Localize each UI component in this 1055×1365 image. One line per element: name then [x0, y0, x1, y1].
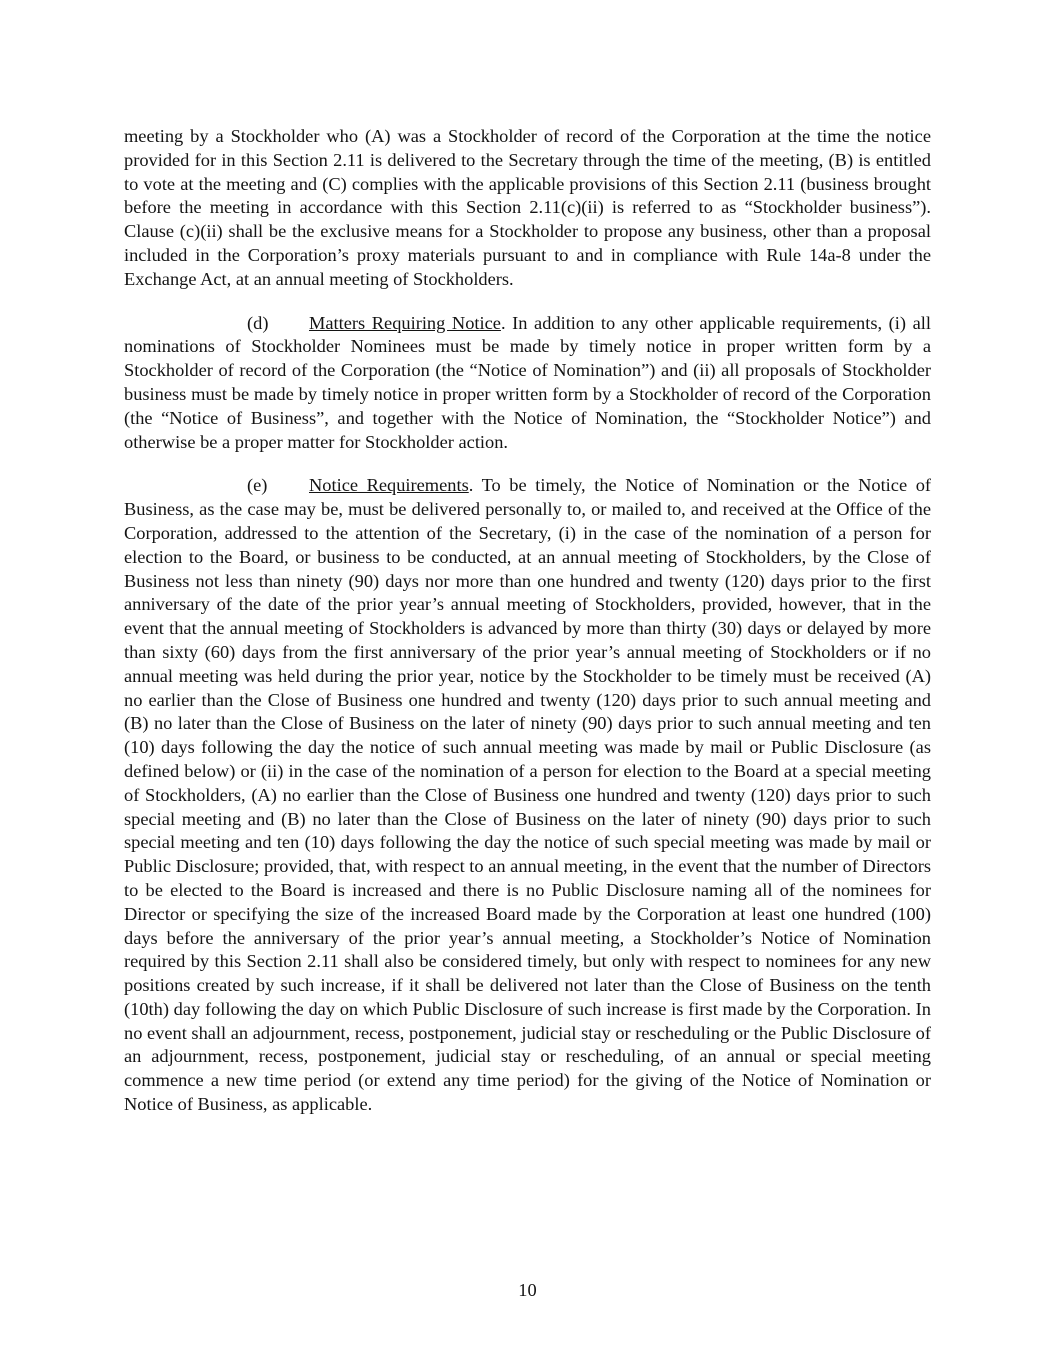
section-d-body: . In addition to any other applicable requirements, (i) all nominations of Stockholder Nominees must be made by timely notice in proper written form by a Stockholder of record of the Corporation (the “Notice of Nomination”) and (ii) all proposals of Stockholder business must be made by timely notice in proper written form by a Stockholder of record of the Corporation (the “Notice of Business”, and together with the Notice of Nomination, the “Stockholder Notice”) and otherwise be a proper matter for Stockholder action. — [124, 312, 931, 452]
section-e-heading: Notice Requirements — [309, 475, 469, 496]
section-d-label: (d) — [247, 312, 269, 333]
paragraph-section-e — [124, 474, 931, 1117]
document-page — [124, 125, 931, 1117]
section-e-label: (e) — [247, 475, 268, 496]
paragraph-section-d — [124, 312, 931, 455]
paragraph-continuation: meeting by a Stockholder who (A) was a Stockholder of record of the Corporation at the time the notice provided for in this Section 2.11 is delivered to the Secretary through the time of the meeting, (B) is entitled to vote at the meeting and (C) complies with the applicable provisions of this Section 2.11 (business brought before the meeting in accordance with this Section 2.11(c)(ii) is referred to as “Stockholder business”). Clause (c)(ii) shall be the exclusive means for a Stockholder to propose any business, other than a proposal included in the Corporation’s proxy materials pursuant to and in compliance with Rule 14a-8 under the Exchange Act, at an annual meeting of Stockholders. — [124, 126, 931, 289]
page-number: 10 — [518, 1280, 537, 1300]
section-e-body: . To be timely, the Notice of Nomination or the Notice of Business, as the case may be, must be delivered personally to, or mailed to, and received at the Office of the Corporation, addressed to the attention of the Secretary, (i) in the case of the nomination of a person for election to the Board, or business to be conducted, at an annual meeting of Stockholders, by the Close of Business not less than ninety (90) days nor more than one hundred and twenty (120) days prior to the first anniversary of the date of the prior year’s annual meeting of Stockholders, provided, however, that in the event that the annual meeting of Stockholders is advanced by more than thirty (30) days or delayed by more than sixty (60) days from the first anniversary of the prior year’s annual meeting of Stockholders or if no annual meeting was held during the prior year, notice by the Stockholder to be timely must be received (A) no earlier than the Close of Business one hundred and twenty (120) days prior to such annual meeting and (B) no later than the Close of Business on the later of ninety (90) days prior to such annual meeting and ten (10) days following the day the notice of such annual meeting was made by mail or Public Disclosure (as defined below) or (ii) in the case of the nomination of a person for election to the Board at a special meeting of Stockholders, (A) no earlier than the Close of Business one hundred and twenty (120) days prior to such special meeting and (B) no later than the Close of Business on the later of ninety (90) days prior to such special meeting and ten (10) days following the day the notice of such special meeting was made by mail or Public Disclosure; provided, that, with respect to an annual meeting, in the event that the number of Directors to be elected to the Board is increased and there is no Public Disclosure naming all of the nominees for Director or specifying the size of the increased Board made by the Corporation at least one hundred (100) days before the anniversary of the prior year’s annual meeting, a Stockholder’s Notice of Nomination required by this Section 2.11 shall also be considered timely, but only with respect to nominees for any new positions created by such increase, if it shall be delivered not later than the Close of Business on the tenth (10th) day following the day on which Public Disclosure of such increase is first made by the Corporation. In no event shall an adjournment, recess, postponement, judicial stay or rescheduling or the Public Disclosure of an adjournment, recess, postponement, judicial stay or rescheduling, of an annual or special meeting commence a new time period (or extend any time period) for the giving of the Notice of Nomination or Notice of Business, as applicable. — [124, 475, 932, 1115]
section-d-heading: Matters Requiring Notice — [309, 312, 501, 333]
